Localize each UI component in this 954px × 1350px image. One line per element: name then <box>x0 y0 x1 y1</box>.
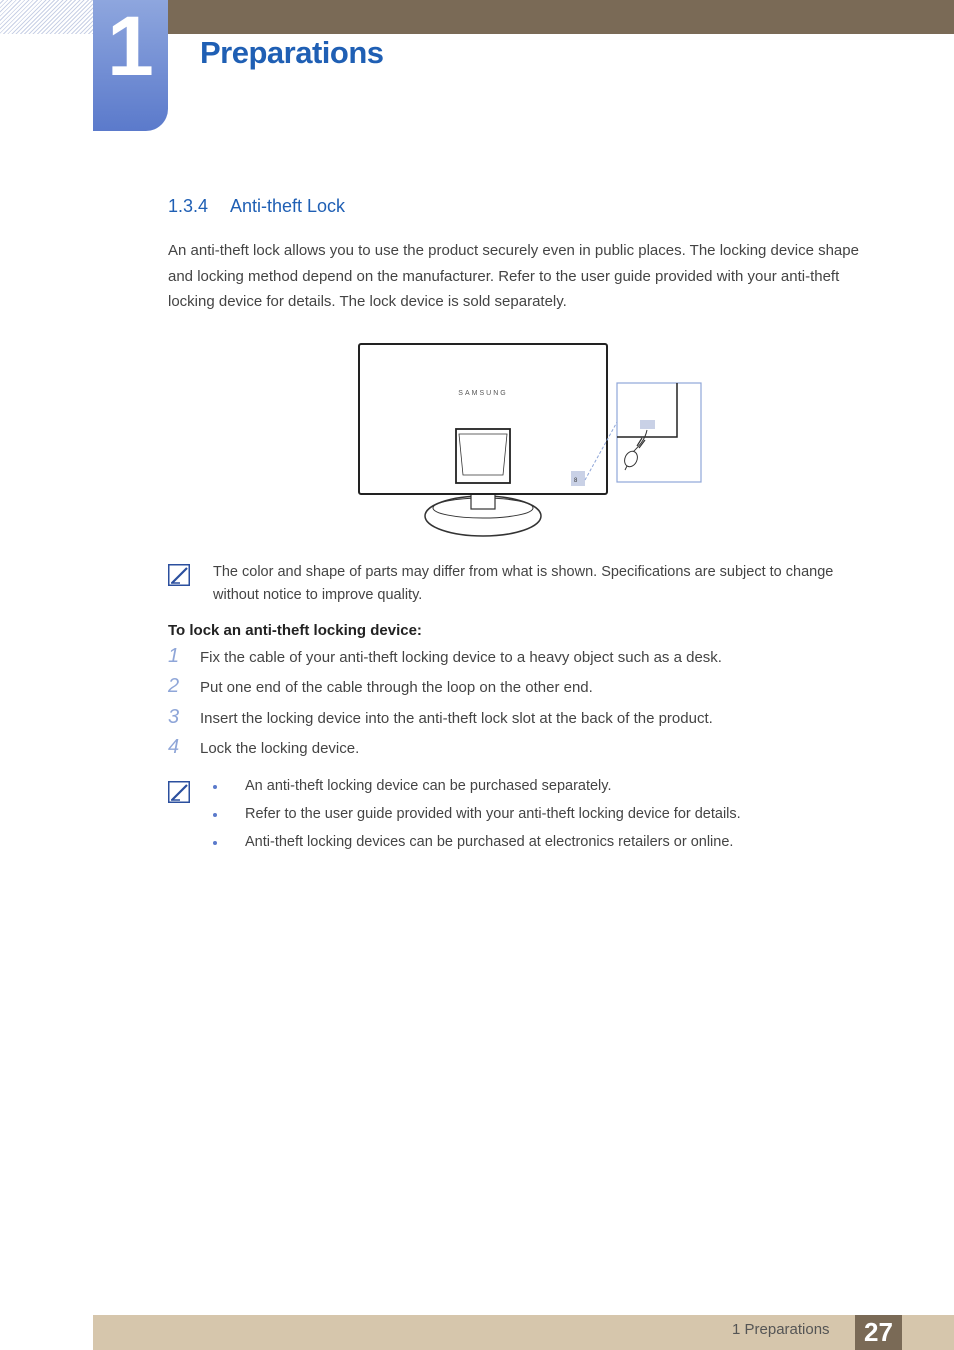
bullet-dot-icon <box>213 841 217 845</box>
step-text: Lock the locking device. <box>200 740 360 757</box>
chapter-tab <box>93 0 168 131</box>
section-number: 1.3.4 <box>168 196 209 216</box>
bullet-text: An anti-theft locking device can be purchased separately. <box>245 778 612 794</box>
svg-text:8: 8 <box>574 478 578 484</box>
footer-chapter-label: 1 Preparations <box>732 1321 830 1338</box>
bullet-text: Refer to the user guide provided with your anti-theft locking device for details. <box>245 806 741 822</box>
steps-heading: To lock an anti-theft locking device: <box>168 622 422 639</box>
chapter-number: 1 <box>107 0 154 93</box>
header-hatch-pattern <box>0 0 93 34</box>
step-text: Put one end of the cable through the loop on the other end. <box>200 679 593 696</box>
section-heading <box>168 196 345 217</box>
note-icon <box>168 564 190 586</box>
brand-logo: SAMSUNG <box>458 390 508 397</box>
step-number: 2 <box>168 675 180 697</box>
page-number: 27 <box>855 1315 902 1350</box>
note-icon <box>168 781 190 803</box>
step-text: Insert the locking device into the anti-theft lock slot at the back of the product. <box>200 710 713 727</box>
bullet-text: Anti-theft locking devices can be purchased at electronics retailers or online. <box>245 834 734 850</box>
step-number: 3 <box>168 706 180 728</box>
note-text: The color and shape of parts may differ from what is shown. Specifications are subject to change without notice to improve quality. <box>213 564 834 603</box>
bullet-dot-icon <box>213 813 217 817</box>
section-title: Anti-theft Lock <box>230 196 346 216</box>
intro-paragraph: An anti-theft lock allows you to use the product securely even in public places. The locking device shape and locking method depend on the manufacturer. Refer to the user guide provided with your anti-theft locking device for details. The lock device is sold separately. <box>168 242 859 310</box>
step-text: Fix the cable of your anti-theft locking device to a heavy object such as a desk. <box>200 649 722 666</box>
lock-slot-zoom <box>640 420 655 429</box>
chapter-title: Preparations <box>200 35 384 70</box>
step-number: 4 <box>168 736 180 758</box>
step-number: 1 <box>168 645 180 667</box>
header-bar <box>168 0 954 34</box>
monitor-lock-illustration <box>355 340 705 542</box>
bullet-dot-icon <box>213 785 217 789</box>
